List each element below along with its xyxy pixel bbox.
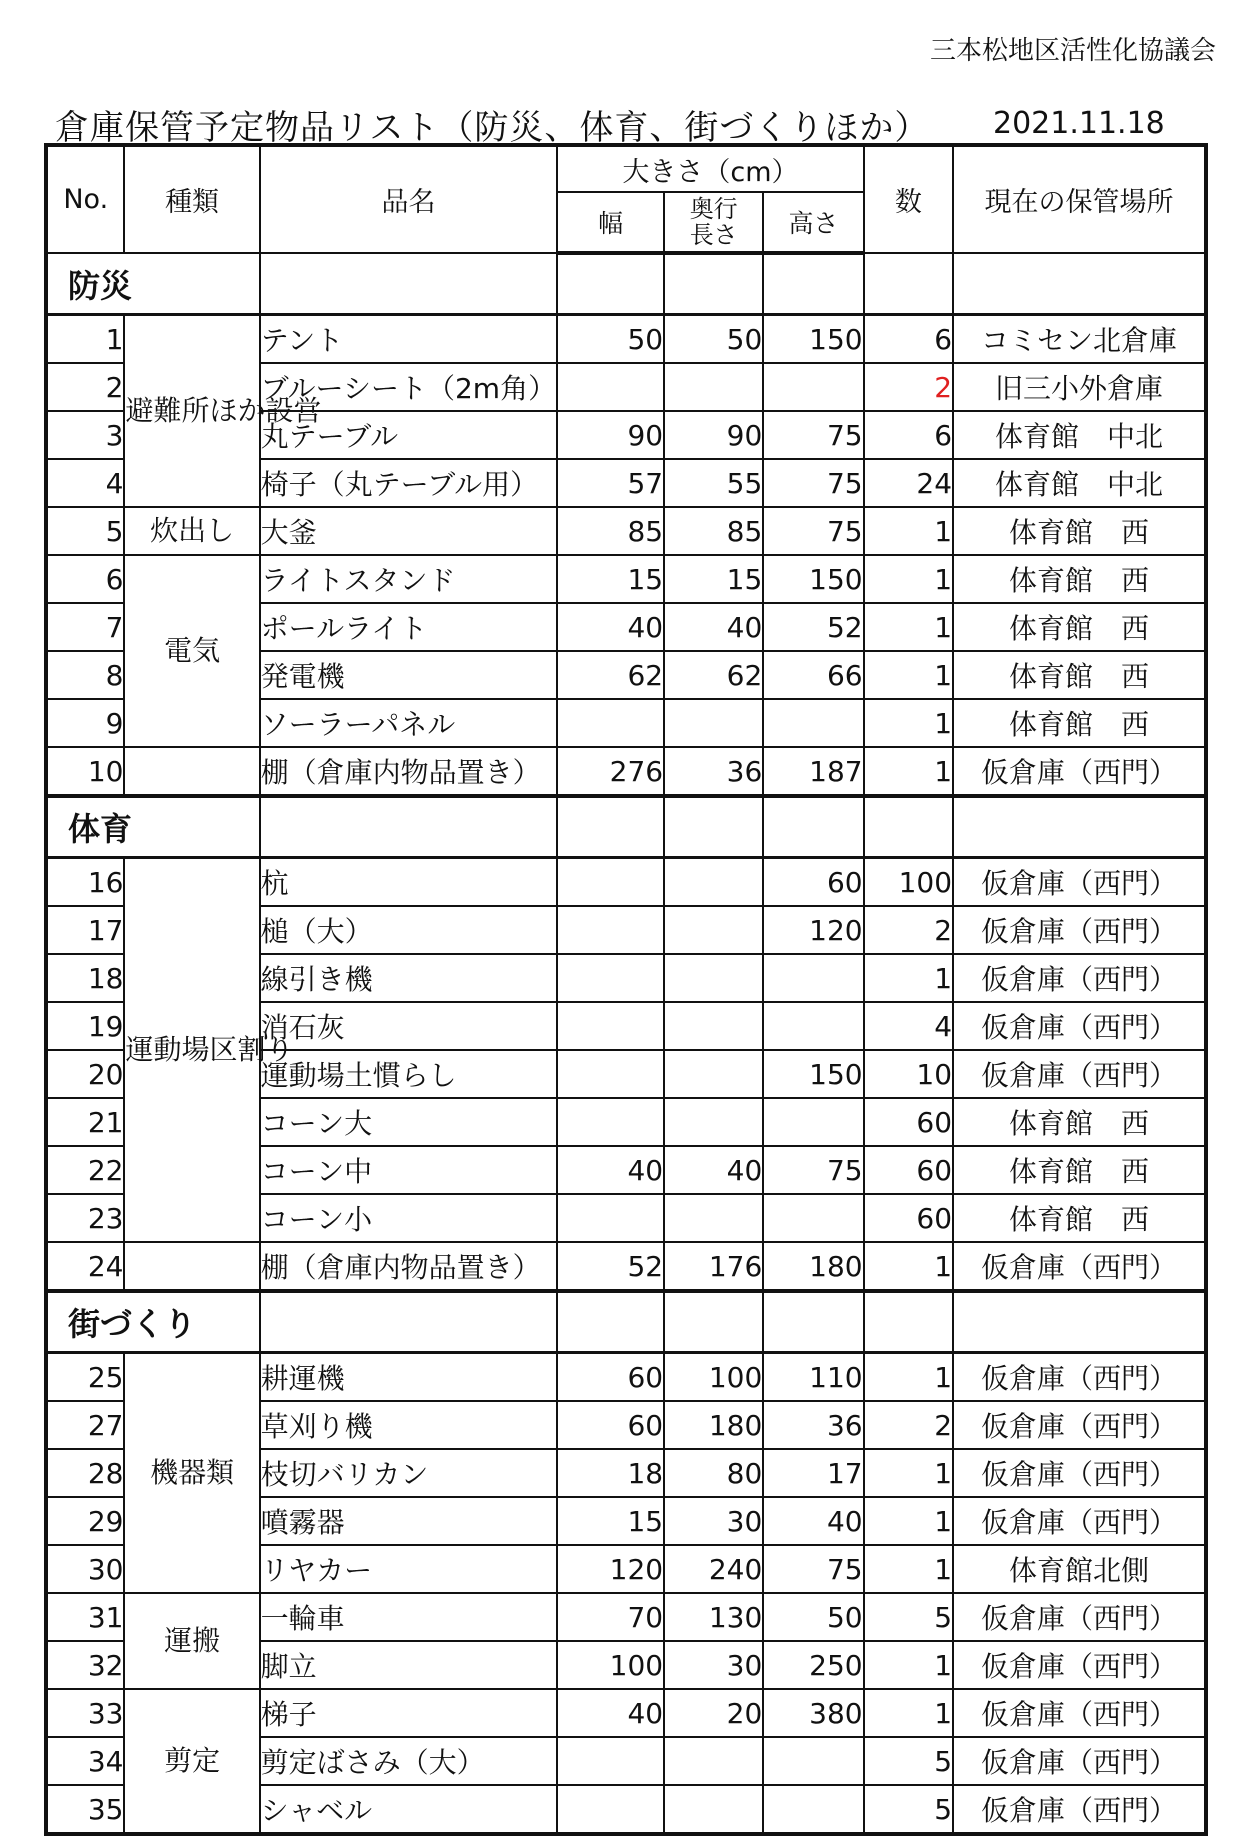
row-number: 4: [46, 459, 124, 507]
row-count: 1: [864, 1689, 953, 1737]
row-place: 仮倉庫（西門）: [953, 1050, 1206, 1098]
row-item-name: 噴霧器: [260, 1497, 558, 1545]
table-row: [46, 1593, 1206, 1641]
row-place: 仮倉庫（西門）: [953, 1689, 1206, 1737]
row-height: 150: [763, 1050, 863, 1098]
row-place: 体育館 西: [953, 1146, 1206, 1194]
table-row: [46, 858, 1206, 907]
row-number: 18: [46, 954, 124, 1002]
header-depth-line1: 奥行: [689, 195, 738, 223]
row-height: 36: [763, 1401, 863, 1449]
row-count: 1: [864, 1545, 953, 1593]
header-height: 高さ: [763, 192, 863, 253]
row-category: 運搬: [124, 1593, 259, 1689]
row-item-name: 耕運機: [260, 1353, 558, 1402]
row-item-name: 杭: [260, 858, 558, 907]
empty-cell: [664, 796, 763, 858]
empty-cell: [763, 253, 863, 315]
row-place: 仮倉庫（西門）: [953, 1497, 1206, 1545]
row-height: 60: [763, 858, 863, 907]
row-category: 電気: [124, 555, 259, 747]
empty-cell: [864, 1291, 953, 1353]
row-height: [763, 699, 863, 747]
row-height: [763, 1785, 863, 1834]
row-number: 1: [46, 315, 124, 364]
row-depth: 176: [664, 1242, 763, 1291]
section-row: [46, 253, 1206, 315]
row-width: 120: [557, 1545, 664, 1593]
row-number: 34: [46, 1737, 124, 1785]
row-number: 8: [46, 651, 124, 699]
header-count: 数: [864, 145, 953, 253]
row-place: 仮倉庫（西門）: [953, 954, 1206, 1002]
row-width: [557, 699, 664, 747]
row-place: 仮倉庫（西門）: [953, 1002, 1206, 1050]
row-count: 6: [864, 315, 953, 364]
organization-name: 三本松地区活性化協議会: [929, 36, 1216, 66]
row-width: 40: [557, 603, 664, 651]
empty-cell: [260, 796, 558, 858]
row-width: 276: [557, 747, 664, 796]
row-number: 28: [46, 1449, 124, 1497]
row-place: 体育館 西: [953, 1098, 1206, 1146]
empty-cell: [664, 253, 763, 315]
section-name: 体育: [46, 796, 260, 858]
section-row: [46, 796, 1206, 858]
row-width: 15: [557, 555, 664, 603]
row-height: 75: [763, 459, 863, 507]
row-item-name: ポールライト: [260, 603, 558, 651]
row-height: [763, 1194, 863, 1242]
row-item-name: 草刈り機: [260, 1401, 558, 1449]
row-item-name: 一輪車: [260, 1593, 558, 1641]
row-depth: [664, 858, 763, 907]
row-height: 150: [763, 315, 863, 364]
row-place: 仮倉庫（西門）: [953, 1449, 1206, 1497]
header-size: 大きさ（cm）: [557, 145, 863, 192]
row-depth: [664, 1098, 763, 1146]
row-item-name: 椅子（丸テーブル用）: [260, 459, 558, 507]
empty-cell: [763, 1291, 863, 1353]
row-width: 15: [557, 1497, 664, 1545]
row-item-name: シャベル: [260, 1785, 558, 1834]
row-count: 1: [864, 651, 953, 699]
row-depth: [664, 363, 763, 411]
row-depth: 40: [664, 603, 763, 651]
row-item-name: 大釜: [260, 507, 558, 555]
row-count: 2: [864, 363, 953, 411]
row-item-name: 線引き機: [260, 954, 558, 1002]
row-width: [557, 1737, 664, 1785]
table-row: [46, 315, 1206, 364]
empty-cell: [260, 1291, 558, 1353]
empty-cell: [557, 253, 664, 315]
document-date: 2021.11.18: [993, 106, 1165, 141]
row-depth: 240: [664, 1545, 763, 1593]
empty-cell: [557, 796, 664, 858]
row-depth: [664, 1002, 763, 1050]
row-count: 24: [864, 459, 953, 507]
row-place: 体育館 中北: [953, 411, 1206, 459]
empty-cell: [864, 253, 953, 315]
row-place: 体育館 西: [953, 699, 1206, 747]
row-width: 60: [557, 1353, 664, 1402]
row-category: 機器類: [124, 1353, 259, 1594]
section-row: [46, 1291, 1206, 1353]
row-item-name: 運動場土慣らし: [260, 1050, 558, 1098]
row-count: 6: [864, 411, 953, 459]
row-count: 1: [864, 1449, 953, 1497]
row-width: [557, 1002, 664, 1050]
row-item-name: 槌（大）: [260, 906, 558, 954]
row-count: 1: [864, 1641, 953, 1689]
row-depth: [664, 954, 763, 1002]
row-height: [763, 1737, 863, 1785]
row-item-name: ライトスタンド: [260, 555, 558, 603]
row-place: 体育館 西: [953, 507, 1206, 555]
row-category: 剪定: [124, 1689, 259, 1834]
row-depth: 36: [664, 747, 763, 796]
row-height: 180: [763, 1242, 863, 1291]
row-width: 52: [557, 1242, 664, 1291]
row-place: 仮倉庫（西門）: [953, 1353, 1206, 1402]
row-height: 150: [763, 555, 863, 603]
table-row: [46, 507, 1206, 555]
row-width: 60: [557, 1401, 664, 1449]
row-number: 24: [46, 1242, 124, 1291]
row-number: 6: [46, 555, 124, 603]
row-number: 33: [46, 1689, 124, 1737]
empty-cell: [953, 796, 1206, 858]
row-width: 18: [557, 1449, 664, 1497]
row-width: [557, 906, 664, 954]
row-number: 19: [46, 1002, 124, 1050]
header-place: 現在の保管場所: [953, 145, 1206, 253]
row-item-name: 脚立: [260, 1641, 558, 1689]
row-place: 仮倉庫（西門）: [953, 1785, 1206, 1834]
row-item-name: テント: [260, 315, 558, 364]
header-depth-line2: 長さ: [689, 221, 738, 249]
header-name: 品名: [260, 145, 558, 253]
row-count: 10: [864, 1050, 953, 1098]
row-place: 体育館 西: [953, 1194, 1206, 1242]
row-place: 仮倉庫（西門）: [953, 1737, 1206, 1785]
row-height: 250: [763, 1641, 863, 1689]
row-height: 75: [763, 507, 863, 555]
row-depth: 100: [664, 1353, 763, 1402]
row-width: [557, 1194, 664, 1242]
row-count: 1: [864, 507, 953, 555]
row-number: 3: [46, 411, 124, 459]
row-depth: [664, 1785, 763, 1834]
header-width: 幅: [557, 192, 664, 253]
row-place: 体育館北側: [953, 1545, 1206, 1593]
row-depth: 180: [664, 1401, 763, 1449]
empty-cell: [557, 1291, 664, 1353]
row-number: 27: [46, 1401, 124, 1449]
row-width: [557, 1098, 664, 1146]
row-depth: 130: [664, 1593, 763, 1641]
row-height: 40: [763, 1497, 863, 1545]
row-depth: [664, 699, 763, 747]
row-depth: 80: [664, 1449, 763, 1497]
row-number: 7: [46, 603, 124, 651]
row-number: 35: [46, 1785, 124, 1834]
empty-cell: [953, 1291, 1206, 1353]
row-place: 体育館 西: [953, 555, 1206, 603]
section-name: 防災: [46, 253, 260, 315]
row-place: 旧三小外倉庫: [953, 363, 1206, 411]
row-place: 仮倉庫（西門）: [953, 906, 1206, 954]
row-category: [124, 1242, 259, 1291]
row-width: [557, 954, 664, 1002]
row-height: 75: [763, 411, 863, 459]
row-width: 70: [557, 1593, 664, 1641]
row-height: 75: [763, 1545, 863, 1593]
row-width: [557, 1050, 664, 1098]
row-count: 60: [864, 1194, 953, 1242]
row-number: 20: [46, 1050, 124, 1098]
row-number: 17: [46, 906, 124, 954]
row-height: 17: [763, 1449, 863, 1497]
row-number: 10: [46, 747, 124, 796]
row-width: 50: [557, 315, 664, 364]
row-number: 32: [46, 1641, 124, 1689]
row-count: 100: [864, 858, 953, 907]
row-number: 9: [46, 699, 124, 747]
row-count: 5: [864, 1785, 953, 1834]
row-count: 1: [864, 555, 953, 603]
row-place: 仮倉庫（西門）: [953, 1401, 1206, 1449]
row-place: 仮倉庫（西門）: [953, 1593, 1206, 1641]
row-number: 5: [46, 507, 124, 555]
item-list-table: [44, 143, 1208, 1836]
row-item-name: 梯子: [260, 1689, 558, 1737]
table-row: [46, 555, 1206, 603]
row-category: 炊出し: [124, 507, 259, 555]
row-count: 1: [864, 747, 953, 796]
row-number: 21: [46, 1098, 124, 1146]
row-count: 1: [864, 603, 953, 651]
row-place: 仮倉庫（西門）: [953, 858, 1206, 907]
empty-cell: [664, 1291, 763, 1353]
row-count: 4: [864, 1002, 953, 1050]
row-width: 100: [557, 1641, 664, 1689]
document-title: 倉庫保管予定物品リスト（防災、体育、街づくりほか）: [55, 108, 930, 148]
table-row: [46, 1689, 1206, 1737]
row-width: 62: [557, 651, 664, 699]
row-count: 1: [864, 699, 953, 747]
row-depth: 30: [664, 1497, 763, 1545]
row-width: [557, 363, 664, 411]
table-row: [46, 1242, 1206, 1291]
row-number: 31: [46, 1593, 124, 1641]
header-no: No.: [46, 145, 124, 253]
row-depth: 15: [664, 555, 763, 603]
row-width: [557, 1785, 664, 1834]
row-place: コミセン北倉庫: [953, 315, 1206, 364]
row-item-name: ソーラーパネル: [260, 699, 558, 747]
row-number: 25: [46, 1353, 124, 1402]
row-item-name: 棚（倉庫内物品置き）: [260, 1242, 558, 1291]
row-count: 1: [864, 954, 953, 1002]
row-depth: 50: [664, 315, 763, 364]
row-place: 仮倉庫（西門）: [953, 1242, 1206, 1291]
empty-cell: [953, 253, 1206, 315]
row-depth: [664, 1737, 763, 1785]
row-number: 2: [46, 363, 124, 411]
row-item-name: 棚（倉庫内物品置き）: [260, 747, 558, 796]
row-height: 50: [763, 1593, 863, 1641]
row-width: [557, 858, 664, 907]
row-category: [124, 747, 259, 796]
row-item-name: ブルーシート（2m角）: [260, 363, 558, 411]
row-height: [763, 954, 863, 1002]
table-body: [46, 253, 1206, 1834]
row-item-name: 丸テーブル: [260, 411, 558, 459]
empty-cell: [864, 796, 953, 858]
row-depth: 40: [664, 1146, 763, 1194]
row-height: 120: [763, 906, 863, 954]
row-item-name: リヤカー: [260, 1545, 558, 1593]
header-type: 種類: [124, 145, 259, 253]
row-height: 75: [763, 1146, 863, 1194]
row-number: 30: [46, 1545, 124, 1593]
row-depth: 30: [664, 1641, 763, 1689]
row-item-name: 消石灰: [260, 1002, 558, 1050]
row-category: 避難所ほか設営: [124, 315, 259, 508]
empty-cell: [763, 796, 863, 858]
empty-cell: [260, 253, 558, 315]
row-depth: 62: [664, 651, 763, 699]
row-count: 1: [864, 1497, 953, 1545]
row-width: 40: [557, 1689, 664, 1737]
row-item-name: コーン大: [260, 1098, 558, 1146]
row-number: 22: [46, 1146, 124, 1194]
row-count: 5: [864, 1593, 953, 1641]
row-width: 40: [557, 1146, 664, 1194]
row-depth: [664, 906, 763, 954]
row-height: 380: [763, 1689, 863, 1737]
row-item-name: 剪定ばさみ（大）: [260, 1737, 558, 1785]
row-count: 2: [864, 1401, 953, 1449]
row-height: [763, 363, 863, 411]
row-depth: 20: [664, 1689, 763, 1737]
row-count: 2: [864, 906, 953, 954]
row-count: 1: [864, 1242, 953, 1291]
row-width: 85: [557, 507, 664, 555]
row-place: 体育館 中北: [953, 459, 1206, 507]
row-height: [763, 1098, 863, 1146]
row-height: [763, 1002, 863, 1050]
row-item-name: 発電機: [260, 651, 558, 699]
row-place: 体育館 西: [953, 603, 1206, 651]
header-depth: [664, 192, 763, 253]
row-item-name: 枝切バリカン: [260, 1449, 558, 1497]
row-height: 52: [763, 603, 863, 651]
row-depth: 55: [664, 459, 763, 507]
row-depth: 90: [664, 411, 763, 459]
row-count: 60: [864, 1098, 953, 1146]
section-name: 街づくり: [46, 1291, 260, 1353]
row-height: 66: [763, 651, 863, 699]
row-place: 仮倉庫（西門）: [953, 1641, 1206, 1689]
row-place: 仮倉庫（西門）: [953, 747, 1206, 796]
row-depth: [664, 1050, 763, 1098]
table-row: [46, 1353, 1206, 1402]
row-item-name: コーン小: [260, 1194, 558, 1242]
row-item-name: コーン中: [260, 1146, 558, 1194]
row-number: 23: [46, 1194, 124, 1242]
row-depth: [664, 1194, 763, 1242]
row-number: 29: [46, 1497, 124, 1545]
row-count: 60: [864, 1146, 953, 1194]
row-width: 90: [557, 411, 664, 459]
row-height: 110: [763, 1353, 863, 1402]
table-row: [46, 747, 1206, 796]
row-depth: 85: [664, 507, 763, 555]
row-count: 1: [864, 1353, 953, 1402]
row-number: 16: [46, 858, 124, 907]
row-height: 187: [763, 747, 863, 796]
row-place: 体育館 西: [953, 651, 1206, 699]
row-category: 運動場区割り: [124, 858, 259, 1243]
row-width: 57: [557, 459, 664, 507]
row-count: 5: [864, 1737, 953, 1785]
